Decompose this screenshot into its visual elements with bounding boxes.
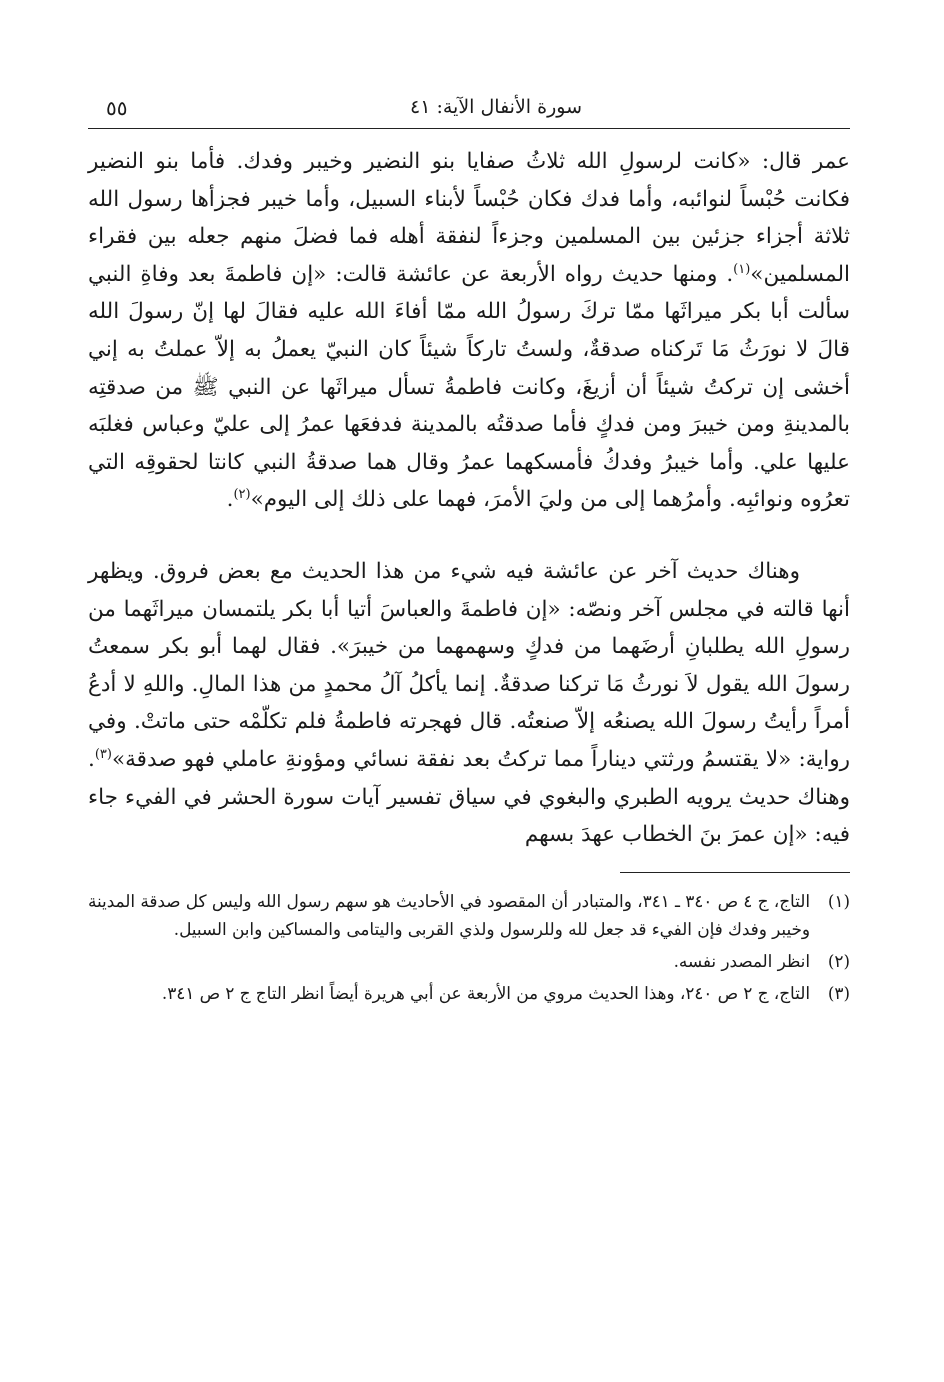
footnote-ref-1: (١) xyxy=(733,261,751,277)
footnote-ref-2: (٢) xyxy=(233,487,251,503)
main-text xyxy=(88,143,850,854)
footnote-number: (٣) xyxy=(827,982,850,1003)
footnote-text: انظر المصدر نفسه. xyxy=(673,950,810,971)
paragraph-1-end: . xyxy=(226,487,234,513)
footnotes xyxy=(88,887,850,1007)
running-title: سورة الأنفال الآية: ٤١ xyxy=(409,96,582,118)
page-number: ٥٥ xyxy=(106,96,128,120)
footnote-text: التاج، ج ٤ ص ٣٤٠ ـ ٣٤١، والمتبادر أن المقصود في الأحاديث هو سهم رسول الله وليس كل صدقة المدينة وخيبر وفدك فإن الفيء قد جعل لله وللرسول ولذي القربى واليتامى والمساكين وابن السبيل. xyxy=(88,890,810,939)
footnote-number: (١) xyxy=(827,890,850,911)
paragraph-2-text-a: وهناك حديث آخر عن عائشة فيه شيء من هذا الحديث مع بعض فروق. ويظهر أنها قالته في مجلس آخر ونصّه: «إن فاطمةَ والعباسَ أتيا أبا بكر يلتمسان ميراثَهما من رسولِ الله يطلبانِ أرضَهما من فدكٍ وسهمهما من خيبرَ». فقال لهما أبو بكر سمعتُ رسولَ الله يقول لاَ نورثُ مَا تركنا صدقةٌ. إنما يأكلُ آلُ محمدٍ من هذا المالِ. واللهِ لا أدعُ أمراً رأيتُ رسولَ الله يصنعُه إلاّ صنعتُه. قال فهجرته فاطمةُ فلم تكلّمْه حتى ماتتْ. وفي رواية: «لا يقتسمُ ورثتي ديناراً مما تركتُ بعد نفقة نسائي ومؤونةِ عاملي فهو صدقة» xyxy=(88,558,850,772)
footnote-3 xyxy=(88,979,850,1007)
paragraph-1-text-a: عمر قال: «كانت لرسولِ الله ثلاثُ صفايا بنو النضير وخيبر وفدك. فأما بنو النضير فكانت حُبْساً لنوائبه، وأما فدك فكان حُبْساً لأبناء السبيل، وأما خيبر فجزأها رسول الله ثلاثة أجزاء جزئين بين المسلمين وجزءاً لنفقة أهله فما فضلَ منهم جعله بين فقراء المسلمين» xyxy=(88,149,850,287)
book-page xyxy=(88,92,850,1011)
footnote-divider xyxy=(620,872,850,873)
footnote-2 xyxy=(88,947,850,975)
footnote-number: (٢) xyxy=(827,950,850,971)
footnote-1 xyxy=(88,887,850,943)
paragraph-2 xyxy=(88,553,850,854)
footnote-ref-3: (٣) xyxy=(94,746,112,762)
running-header xyxy=(88,92,850,129)
paragraph-2-text-b: . وهناك حديث يرويه الطبري والبغوي في سياق تفسير آيات سورة الحشر في الفيء جاء فيه: «إن عمرَ بنَ الخطاب عهدَ بسهم xyxy=(88,746,850,848)
footnote-text: التاج، ج ٢ ص ٢٤٠، وهذا الحديث مروي من الأربعة عن أبي هريرة أيضاً انظر التاج ج ٢ ص ٣٤١. xyxy=(161,982,810,1003)
paragraph-1-text-b: . ومنها حديث رواه الأربعة عن عائشة قالت: «إن فاطمةَ بعد وفاةِ النبي سألت أبا بكر ميراثَها ممّا تركَ رسولُ الله ممّا أفاءَ الله عليه فقالَ لها إنّ رسولَ الله قالَ لا نورَثُ مَا تَركناه صدقةٌ، ولستُ تاركاً شيئاً كان النبيّ يعملُ به إلاّ عملتُ به إني أخشى إن تركتُ شيئاً أن أزيغَ، وكانت فاطمةُ تسأل ميراثَها عن النبي ﷺ من صدقتِه بالمدينةِ ومن خيبرَ ومن فدكٍ فأما صدقتُه بالمدينة فدفعَها عمرُ إلى عليّ وعباس فغلبَه عليها علي. وأما خيبرُ وفدكُ فأمسكهما عمرُ وقال هما صدقةُ النبي كانتا لحقوقِه التي تعرُوه ونوائبِه. وأمرُهما إلى من وليَ الأمرَ، فهما على ذلك إلى اليوم» xyxy=(88,261,850,513)
paragraph-1 xyxy=(88,143,850,519)
